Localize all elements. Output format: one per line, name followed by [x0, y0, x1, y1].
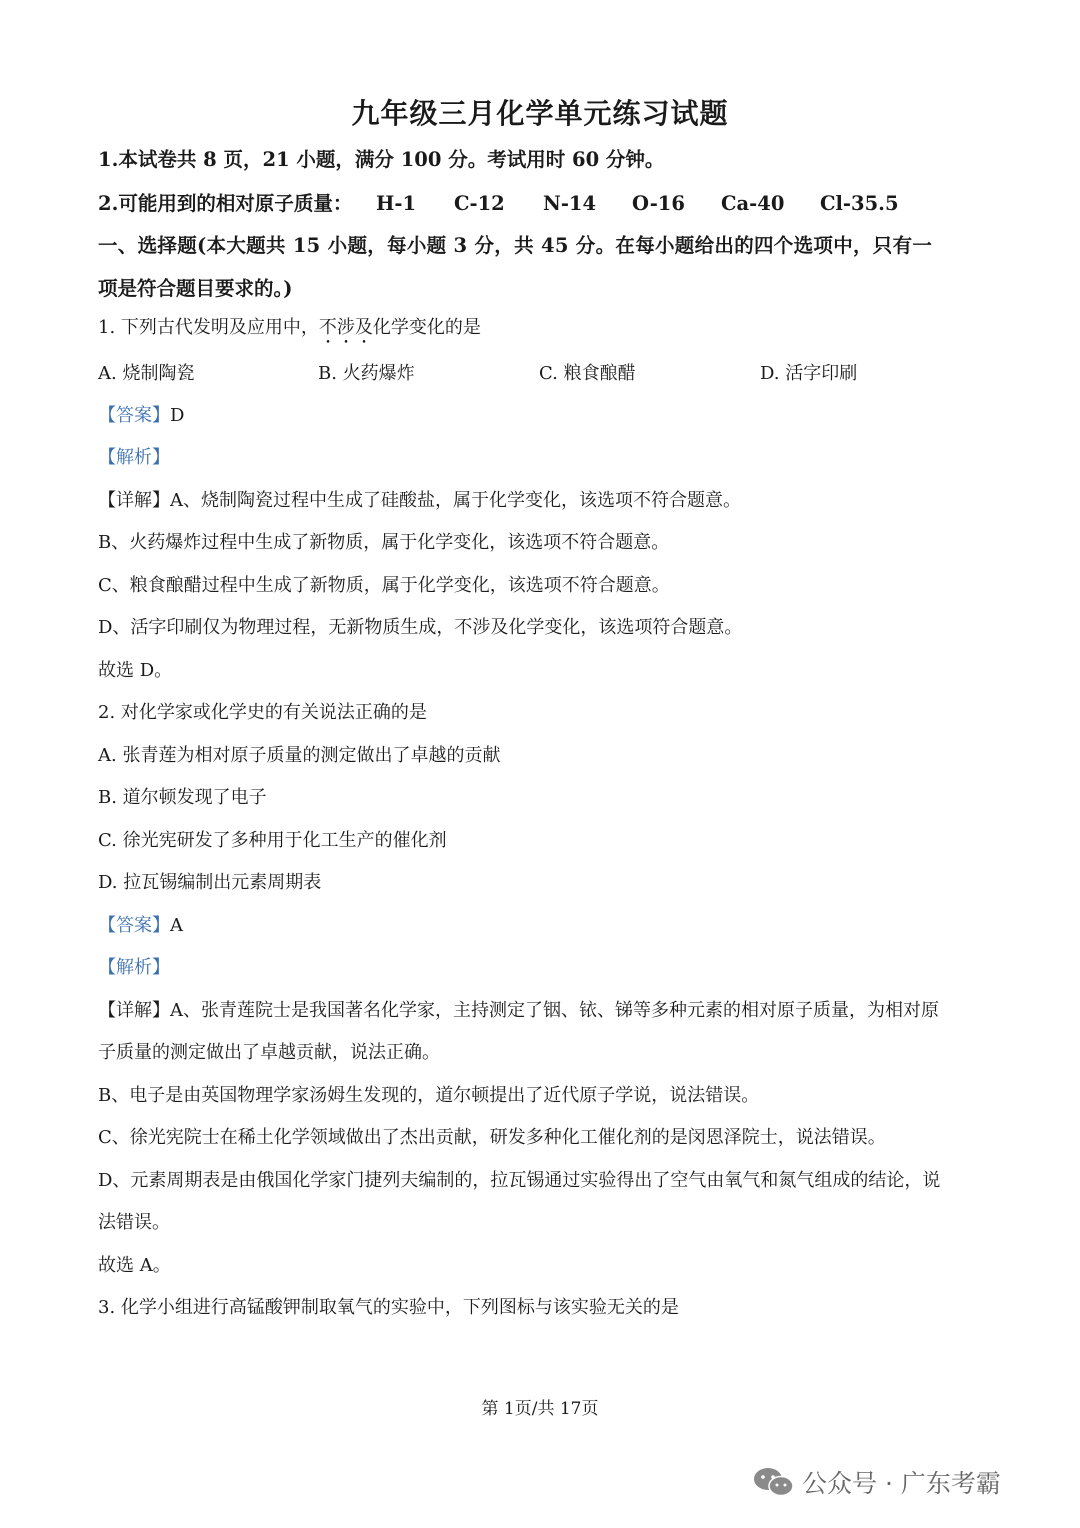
mass-h: H-1	[376, 192, 417, 215]
q1-option-b: B. 火药爆炸	[318, 363, 415, 384]
q2-stem: 2. 对化学家或化学史的有关说法正确的是	[98, 702, 427, 723]
q2-detail-c: C、徐光宪院士在稀土化学领域做出了杰出贡献，研发多种化工催化剂的是闵恩泽院士，说法错误。	[98, 1127, 886, 1148]
q2-detail-tag: 【详解】	[98, 1000, 170, 1021]
mass-cl: Cl-35.5	[820, 192, 899, 215]
q1-stem-pre: 1. 下列古代发明及应用中，	[98, 317, 319, 338]
mass-c: C-12	[454, 192, 505, 215]
q2-detail-a-line-2: 子质量的测定做出了卓越贡献，说法正确。	[98, 1042, 440, 1063]
q1-option-c: C. 粮食酿醋	[539, 363, 636, 384]
q2-option-c: C. 徐光宪研发了多种用于化工生产的催化剂	[98, 830, 447, 851]
q2-option-a: A. 张青莲为相对原子质量的测定做出了卓越的贡献	[98, 745, 501, 766]
q1-detail-c: C、粮食酿醋过程中生成了新物质，属于化学变化，该选项不符合题意。	[98, 575, 670, 596]
section-heading-line-2: 项是符合题目要求的。)	[98, 277, 293, 300]
page-title: 九年级三月化学单元练习试题	[351, 97, 729, 130]
q2-detail-b: B、电子是由英国物理学家汤姆生发现的，道尔顿提出了近代原子学说，说法错误。	[98, 1085, 760, 1106]
q2-option-d: D. 拉瓦锡编制出元素周期表	[98, 872, 322, 893]
q1-detail-b: B、火药爆炸过程中生成了新物质，属于化学变化，该选项不符合题意。	[98, 532, 670, 553]
note-1: 1.本试卷共 8 页，21 小题，满分 100 分。考试用时 60 分钟。	[98, 148, 665, 171]
mass-ca: Ca-40	[721, 192, 785, 215]
q1-conclusion: 故选 D。	[98, 660, 173, 681]
q2-detail-d-line-2: 法错误。	[98, 1212, 170, 1233]
q2-detail-a-line-1	[98, 999, 939, 1023]
watermark	[752, 1462, 1052, 1502]
q1-detail-tag: 【详解】	[98, 490, 170, 511]
mass-o: O-16	[632, 192, 685, 215]
q1-detail-d: D、活字印刷仅为物理过程，无新物质生成，不涉及化学变化，该选项符合题意。	[98, 617, 743, 638]
wechat-icon	[752, 1466, 796, 1498]
q2-detail-a-text: A、张青莲院士是我国著名化学家，主持测定了铟、铱、锑等多种元素的相对原子质量，为相对原	[170, 1000, 939, 1021]
q2-answer-value: A	[170, 915, 183, 936]
q1-answer-tag: 【答案】	[98, 405, 170, 426]
q2-detail-d-line-1: D、元素周期表是由俄国化学家门捷列夫编制的，拉瓦锡通过实验得出了空气由氧气和氮气组成的结论，说	[98, 1170, 941, 1191]
q1-answer-value: D	[170, 405, 185, 426]
watermark-text: 公众号 · 广东考霸	[802, 1469, 1001, 1498]
q1-analysis-tag: 【解析】	[98, 447, 170, 468]
q3-stem: 3. 化学小组进行高锰酸钾制取氧气的实验中，下列图标与该实验无关的是	[98, 1297, 679, 1318]
q2-option-b: B. 道尔顿发现了电子	[98, 787, 267, 808]
q1-answer	[98, 404, 184, 428]
q2-conclusion: 故选 A。	[98, 1255, 171, 1276]
q1-detail-a	[98, 489, 741, 513]
q1-detail-a-text: A、烧制陶瓷过程中生成了硅酸盐，属于化学变化，该选项不符合题意。	[170, 490, 741, 511]
page-footer: 第 1页/共 17页	[481, 1399, 599, 1419]
q1-stem-post: 化学变化的是	[372, 317, 481, 338]
mass-n: N-14	[543, 192, 597, 215]
note-2-label: 2.可能用到的相对原子质量：	[98, 192, 353, 215]
q1-option-d: D. 活字印刷	[760, 363, 858, 384]
q2-answer-tag: 【答案】	[98, 915, 170, 936]
q1-option-a: A. 烧制陶瓷	[98, 363, 195, 384]
q1-stem-emphasis: 不涉及	[318, 317, 373, 338]
q2-answer	[98, 914, 183, 938]
q1-stem	[98, 316, 481, 348]
section-heading-line-1: 一、选择题(本大题共 15 小题，每小题 3 分，共 45 分。在每小题给出的四个选项中，只有一	[98, 234, 933, 257]
q2-analysis-tag: 【解析】	[98, 957, 170, 978]
